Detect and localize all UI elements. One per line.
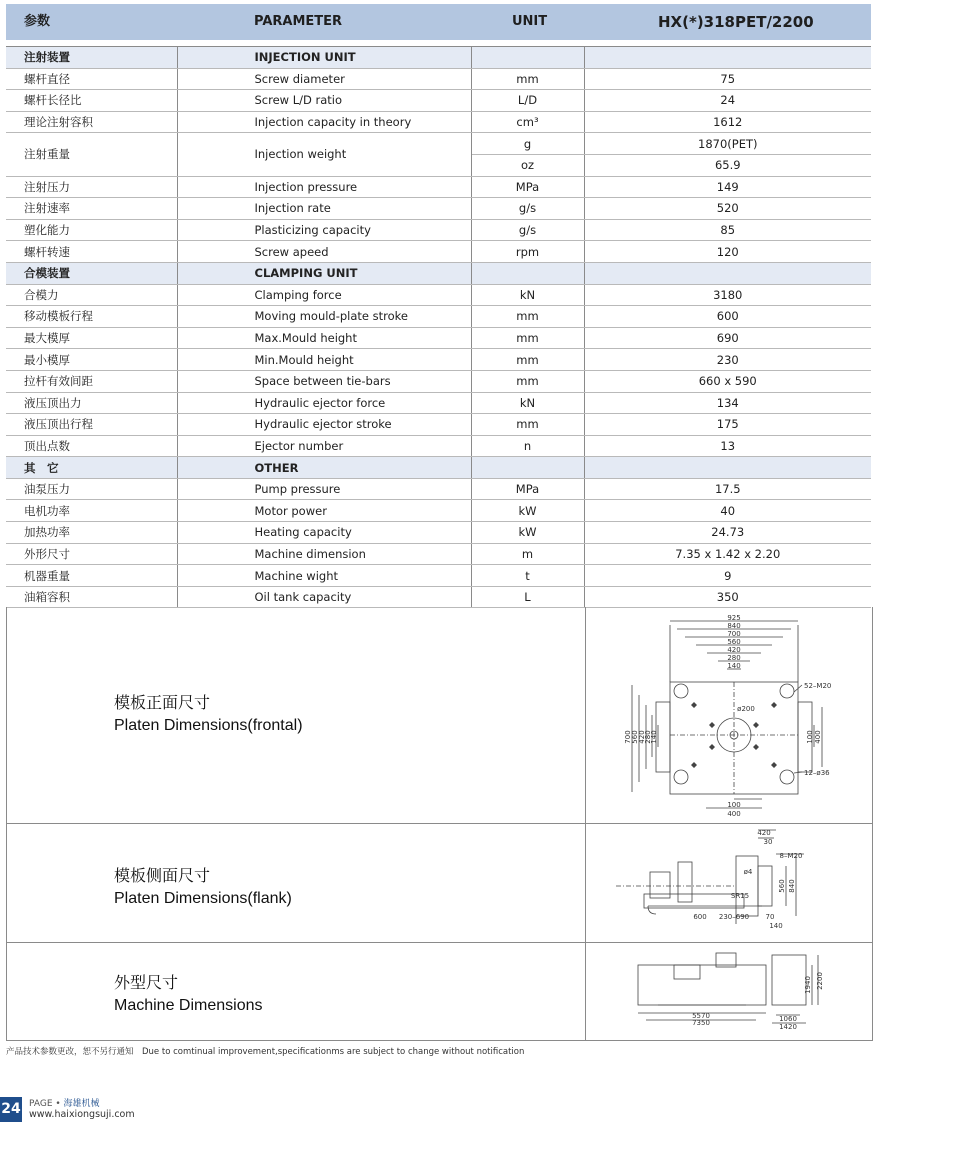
flank-bottom-600: 600 <box>693 913 707 921</box>
frontal-drawing <box>585 607 873 823</box>
param-name-cn: 最大模厚 <box>6 327 177 349</box>
table-row <box>6 219 871 241</box>
width-700: 700 <box>727 630 741 638</box>
machine-width-1420: 1420 <box>779 1023 797 1031</box>
width-840: 840 <box>727 622 741 630</box>
param-unit: t <box>471 565 584 587</box>
frontal-dimensions-row <box>7 607 872 823</box>
param-unit: mm <box>471 327 584 349</box>
param-name-cn: 加热功率 <box>6 522 177 544</box>
height-420: 420 <box>638 730 646 744</box>
param-unit: kN <box>471 392 584 414</box>
table-row <box>6 68 871 90</box>
param-unit: g/s <box>471 219 584 241</box>
param-name-cn: 螺杆转速 <box>6 241 177 263</box>
page-label: PAGE • 海雄机械 <box>29 1099 100 1109</box>
param-value: 3180 <box>584 284 871 306</box>
param-name-cn: 螺杆长径比 <box>6 90 177 112</box>
param-name-cn: 油泵压力 <box>6 478 177 500</box>
page-word: PAGE <box>29 1099 53 1109</box>
param-name-en: Motor power <box>177 500 471 522</box>
param-unit: mm <box>471 370 584 392</box>
param-value: 85 <box>584 219 871 241</box>
param-value: 75 <box>584 68 871 90</box>
center-diameter: ø200 <box>737 705 755 713</box>
machine-side-body <box>638 965 766 1005</box>
machine-length-7350: 7350 <box>692 1019 710 1027</box>
frontal-label-en: Platen Dimensions(frontal) <box>114 717 303 734</box>
bottom-400: 400 <box>727 810 741 818</box>
param-unit: MPa <box>471 478 584 500</box>
param-unit: L/D <box>471 90 584 112</box>
height-140: 140 <box>650 730 658 744</box>
param-unit: kW <box>471 522 584 544</box>
table-row <box>6 349 871 371</box>
param-value: 40 <box>584 500 871 522</box>
param-unit: mm <box>471 68 584 90</box>
param-name-en: Injection rate <box>177 198 471 220</box>
table-row <box>6 435 871 457</box>
param-unit: MPa <box>471 176 584 198</box>
table-row <box>6 111 871 133</box>
param-unit: n <box>471 435 584 457</box>
flank-label-cn: 模板侧面尺寸 <box>114 868 211 885</box>
flank-bottom-stroke: 230–690 <box>718 913 750 921</box>
param-name-en: Min.Mould height <box>177 349 471 371</box>
machine-end-body <box>772 955 806 1005</box>
bottom-100: 100 <box>727 801 741 809</box>
param-value: 13 <box>584 435 871 457</box>
param-name-en: Machine wight <box>177 565 471 587</box>
param-value: 520 <box>584 198 871 220</box>
param-unit: mm <box>471 414 584 436</box>
param-unit: rpm <box>471 241 584 263</box>
section-title-cn: 合模装置 <box>6 262 177 284</box>
param-name-cn: 理论注射容积 <box>6 111 177 133</box>
param-name-en: Hydraulic ejector stroke <box>177 414 471 436</box>
table-row <box>6 565 871 587</box>
param-unit: cm³ <box>471 111 584 133</box>
param-value: 9 <box>584 565 871 587</box>
param-unit: m <box>471 543 584 565</box>
param-name-en: Plasticizing capacity <box>177 219 471 241</box>
section-title-en: CLAMPING UNIT <box>177 262 471 284</box>
height-560: 560 <box>631 730 639 744</box>
section-title-en: OTHER <box>177 457 471 479</box>
machine-label <box>114 973 263 1017</box>
width-140: 140 <box>727 662 741 670</box>
width-280: 280 <box>727 654 741 662</box>
table-row <box>6 522 871 544</box>
param-value: 350 <box>584 586 871 608</box>
ejector-note: 12–ø36 <box>804 769 830 777</box>
flank-label <box>114 866 292 910</box>
param-name-cn: 移动模板行程 <box>6 306 177 328</box>
param-name-en: Heating capacity <box>177 522 471 544</box>
table-header <box>6 4 871 40</box>
table-row <box>6 478 871 500</box>
header-param-en: PARAMETER <box>254 14 343 29</box>
table-row <box>6 306 871 328</box>
param-name-cn: 外形尺寸 <box>6 543 177 565</box>
machine-drawing-svg <box>586 943 873 1040</box>
machine-dimensions-row <box>7 942 872 1040</box>
section-unit-cell <box>471 457 584 479</box>
dimensions-panel <box>6 607 873 1041</box>
flank-bottom-140: 140 <box>769 922 783 930</box>
table-row <box>6 133 871 155</box>
flank-note: 8–M20 <box>779 852 803 860</box>
section-title-cn: 注射装置 <box>6 47 177 69</box>
flank-drawing-svg <box>586 824 873 942</box>
flank-bottom-70: 70 <box>765 913 775 921</box>
param-name-en: Max.Mould height <box>177 327 471 349</box>
param-value: 690 <box>584 327 871 349</box>
height-280: 280 <box>644 730 652 744</box>
param-unit: g <box>471 133 584 155</box>
param-name-cn: 油箱容积 <box>6 586 177 608</box>
param-name-cn: 液压顶出行程 <box>6 414 177 436</box>
width-560: 560 <box>727 638 741 646</box>
frontal-drawing-svg <box>586 607 873 823</box>
param-unit: kW <box>471 500 584 522</box>
param-name-en: Injection weight <box>177 133 471 176</box>
param-name-en: Pump pressure <box>177 478 471 500</box>
param-name-cn: 注射压力 <box>6 176 177 198</box>
param-name-cn: 顶出点数 <box>6 435 177 457</box>
machine-height-1940: 1940 <box>804 976 812 994</box>
param-name-en: Space between tie-bars <box>177 370 471 392</box>
right-400: 400 <box>814 730 822 744</box>
section-title-en: INJECTION UNIT <box>177 47 471 69</box>
param-value: 17.5 <box>584 478 871 500</box>
right-100: 100 <box>806 730 814 744</box>
flank-right-840: 840 <box>788 879 796 893</box>
table-row <box>6 500 871 522</box>
table-row <box>6 284 871 306</box>
param-unit: L <box>471 586 584 608</box>
param-name-cn: 电机功率 <box>6 500 177 522</box>
param-name-en: Injection capacity in theory <box>177 111 471 133</box>
param-name-cn: 注射重量 <box>6 133 177 176</box>
flank-dimensions-row <box>7 823 872 942</box>
param-name-en: Screw L/D ratio <box>177 90 471 112</box>
header-unit: UNIT <box>512 14 548 29</box>
machine-label-cn: 外型尺寸 <box>114 975 179 992</box>
param-value: 65.9 <box>584 154 871 176</box>
brand-name: 海雄机械 <box>63 1099 100 1109</box>
table-row <box>6 90 871 112</box>
param-value: 1870(PET) <box>584 133 871 155</box>
param-value: 1612 <box>584 111 871 133</box>
section-unit-cell <box>471 262 584 284</box>
flank-top-30: 30 <box>763 838 773 846</box>
section-row <box>6 47 871 69</box>
flank-diameter: ø4 <box>743 868 753 876</box>
table-row <box>6 327 871 349</box>
flank-drawing <box>585 824 873 942</box>
flank-right-560: 560 <box>778 879 786 893</box>
height-700: 700 <box>624 730 632 744</box>
param-value: 600 <box>584 306 871 328</box>
section-value-cell <box>584 457 871 479</box>
param-name-en: Hydraulic ejector force <box>177 392 471 414</box>
table-row <box>6 176 871 198</box>
page-number: 24 <box>0 1097 22 1122</box>
section-title-cn: 其 它 <box>6 457 177 479</box>
param-name-en: Moving mould-plate stroke <box>177 306 471 328</box>
header-model: HX(*)318PET/2200 <box>658 13 814 31</box>
section-row <box>6 262 871 284</box>
param-value: 230 <box>584 349 871 371</box>
website: www.haixiongsuji.com <box>29 1109 135 1120</box>
section-value-cell <box>584 262 871 284</box>
param-value: 120 <box>584 241 871 263</box>
param-value: 660 x 590 <box>584 370 871 392</box>
param-value: 24.73 <box>584 522 871 544</box>
width-420: 420 <box>727 646 741 654</box>
param-name-en: Screw diameter <box>177 68 471 90</box>
param-name-en: Ejector number <box>177 435 471 457</box>
machine-drawing <box>585 943 873 1040</box>
param-value: 175 <box>584 414 871 436</box>
flank-label-en: Platen Dimensions(flank) <box>114 890 292 907</box>
flank-top-420: 420 <box>757 829 771 837</box>
table-row <box>6 543 871 565</box>
frontal-label-cn: 模板正面尺寸 <box>114 695 211 712</box>
section-value-cell <box>584 47 871 69</box>
param-unit: kN <box>471 284 584 306</box>
param-name-cn: 合模力 <box>6 284 177 306</box>
machine-height-2200: 2200 <box>816 972 824 990</box>
machine-length-5570: 5570 <box>692 1012 710 1020</box>
param-unit: mm <box>471 306 584 328</box>
table-row <box>6 414 871 436</box>
param-name-en: Clamping force <box>177 284 471 306</box>
param-value: 149 <box>584 176 871 198</box>
param-name-cn: 注射速率 <box>6 198 177 220</box>
table-row <box>6 241 871 263</box>
param-name-en: Oil tank capacity <box>177 586 471 608</box>
width-925: 925 <box>727 614 741 622</box>
param-name-cn: 最小模厚 <box>6 349 177 371</box>
hole-note: 52–M20 <box>804 682 832 690</box>
table-row <box>6 392 871 414</box>
table-row <box>6 198 871 220</box>
param-name-en: Screw apeed <box>177 241 471 263</box>
header-param-cn: 参数 <box>24 14 51 29</box>
param-value: 24 <box>584 90 871 112</box>
table-row <box>6 370 871 392</box>
param-unit: g/s <box>471 198 584 220</box>
param-name-cn: 螺杆直径 <box>6 68 177 90</box>
footnote: 产品技术参数更改，恕不另行通知 Due to comtinual improvement,specificationms are subject to change without notification <box>6 1047 525 1057</box>
param-unit: oz <box>471 154 584 176</box>
table-row <box>6 586 871 608</box>
param-value: 7.35 x 1.42 x 2.20 <box>584 543 871 565</box>
frontal-label <box>114 693 303 737</box>
param-name-cn: 液压顶出力 <box>6 392 177 414</box>
param-name-en: Injection pressure <box>177 176 471 198</box>
param-name-en: Machine dimension <box>177 543 471 565</box>
machine-label-en: Machine Dimensions <box>114 997 263 1014</box>
param-name-cn: 机器重量 <box>6 565 177 587</box>
section-unit-cell <box>471 47 584 69</box>
section-row <box>6 457 871 479</box>
flank-sr: SR15 <box>730 892 750 900</box>
machine-width-1060: 1060 <box>779 1015 797 1023</box>
param-unit: mm <box>471 349 584 371</box>
param-value: 134 <box>584 392 871 414</box>
param-name-cn: 塑化能力 <box>6 219 177 241</box>
platen-outline <box>670 682 798 794</box>
param-name-cn: 拉杆有效间距 <box>6 370 177 392</box>
spec-table <box>6 46 871 608</box>
